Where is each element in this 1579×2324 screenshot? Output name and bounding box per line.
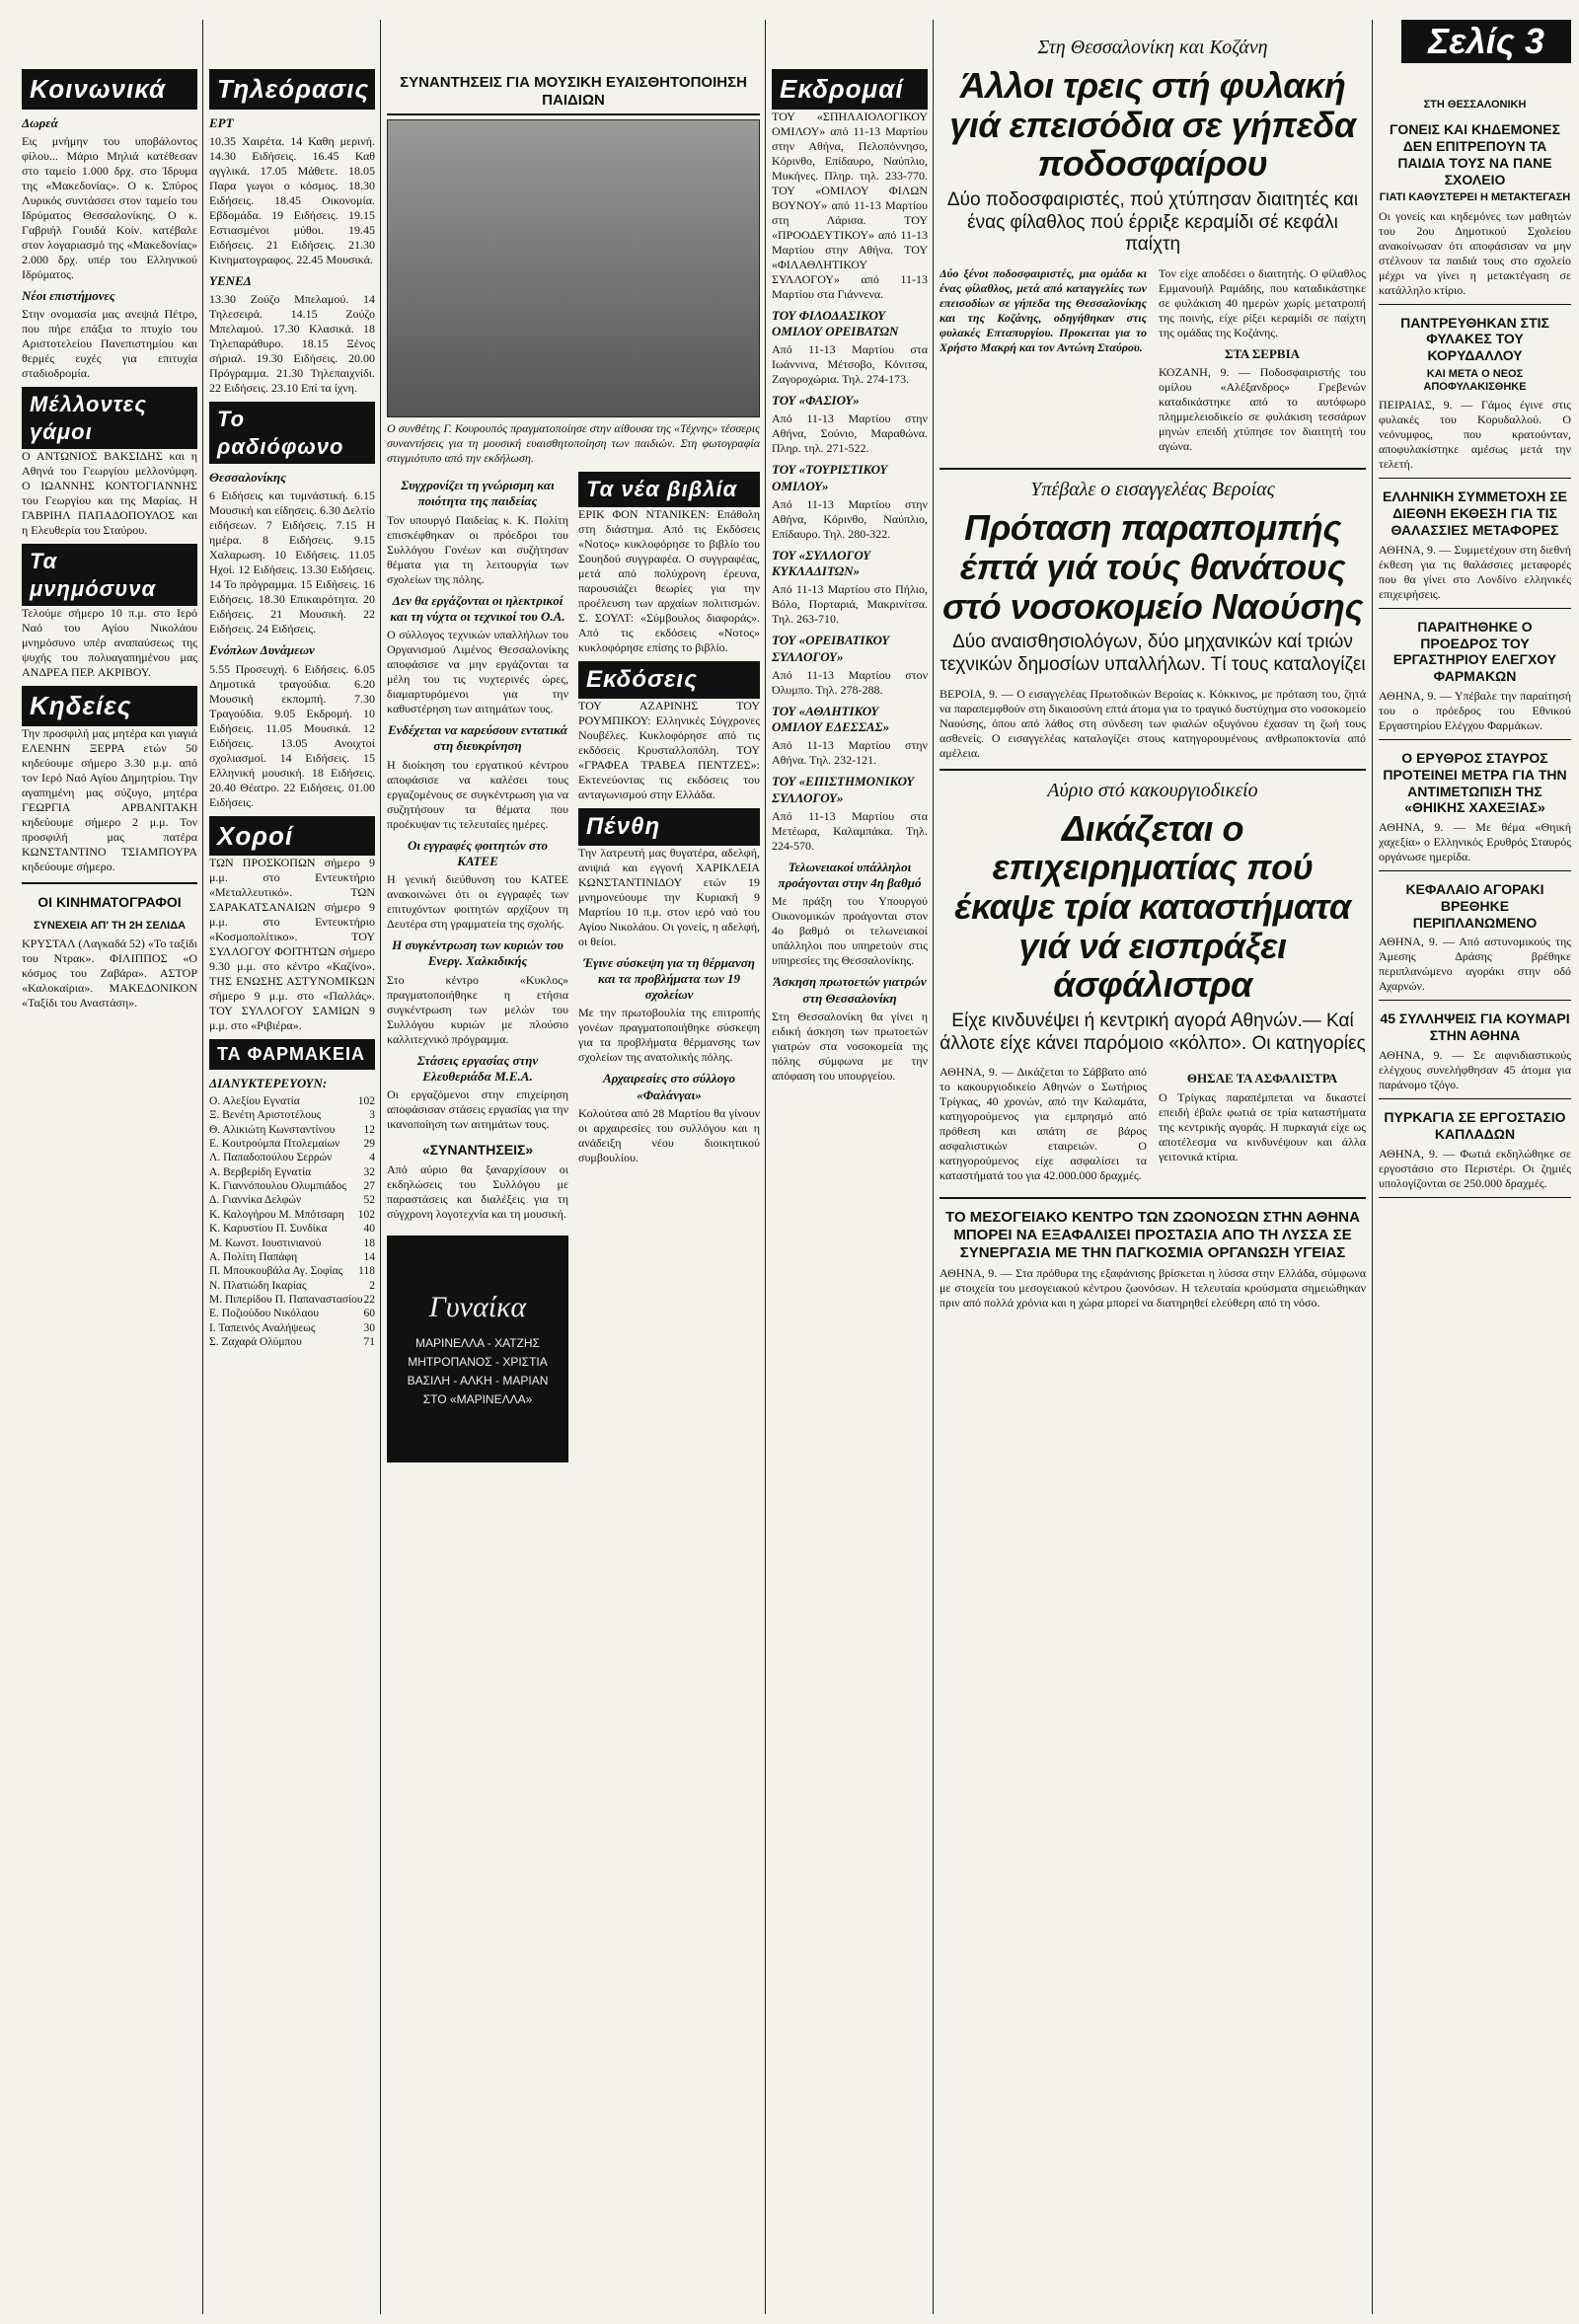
story1-right bbox=[1159, 266, 1366, 460]
pharmacy-number: 3 bbox=[369, 1109, 375, 1122]
col3-split bbox=[387, 472, 760, 1228]
section-ekdoseis-title: Εκδόσεις bbox=[578, 661, 760, 699]
pharmacy-item bbox=[209, 1293, 375, 1307]
brief-text: ΑΘΗΝΑ, 9. — Από αστυνομικούς της Άμεσης Δράσης βρέθηκε περιπλανώμενο αγοράκι στην οδό Αχαρνών. bbox=[1379, 935, 1571, 994]
column-2 bbox=[209, 69, 375, 2324]
divider bbox=[1379, 870, 1571, 871]
article-head: Έγινε σύσκεψη για τη θέρμανση και τα προβλήματα των 19 σχολείων bbox=[583, 954, 755, 1002]
ekdromai-text: ΤΟΥ «ΣΠΗΛΑΙΟΛΟΓΙΚΟΥ ΟΜΙΛΟΥ» από 11-13 Μαρτίου στην Αθήνα, Πελοπόννησο, Κόρινθο, Επίδαυρο, Ναύπλιο, Μυκήνες. Πληρ. τηλ. 233-770. ΤΟΥ «ΟΜΙΛΟΥ ΦΙΛΩΝ ΒΟΥΝΟΥ» από 11-13 Μαρτίου στη Λάρισα. ΤΟΥ «ΠΡΟΟΔΕΥΤΙΚΟΥ» από 11-13 Μαρτίου στην Αθήνα. ΤΟΥ «ΦΙΛΑΘΛΗΤΙΚΟΥ ΣΥΛΛΟΓΟΥ» από 11-13 Μαρτίου στα Γιάννενα. bbox=[772, 109, 928, 301]
section-pharmacies-title: ΤΑ ΦΑΡΜΑΚΕΙΑ bbox=[209, 1039, 375, 1070]
gamoi-text: Ο ΑΝΤΩΝΙΟΣ ΒΑΚΣΙΔΗΣ και η Αθηνά του Γεωργίου μελλονύμφη. Ο ΙΩΑΝΝΗΣ ΚΟΝΤΟΓΙΑΝΝΗΣ του Γεωργίου και της Μαρίας. Η ΓΑΒΡΙΗΛ ΠΑΠΑΔΟΠΟΥΛΟΣ και η Ελευθερία του Σταύρου. bbox=[22, 449, 197, 537]
section-penthi-title: Πένθη bbox=[578, 808, 760, 846]
ert-text: 10.35 Χαιρέτα. 14 Καθη μερινή. 14.30 Ειδήσεις. 16.45 Καθ αγγλικά. 17.05 Μάθετε. 18.05 Παρα γωγοι ο κόσμος. 18.30 Ειδήσεις. 18.45 Οικονομία. Εβδομάδα. 19 Ειδήσεις. 19.15 Εστιασμένοι μύθοι. 19.45 Ειδήσεις. 21 Ειδήσεις. 21.30 Κινηματογραφος. 22.45 Μουσικά. bbox=[209, 133, 375, 266]
telos-head: Τελωνειακοί υπάλληλοι προάγονται στην 4η βαθμό bbox=[778, 859, 922, 890]
yened-text: 13.30 Ζούζο Μπελαμού. 14 Τηλεσειρά. 14.15 Ζούζο Μπελαμού. 17.30 Κλασικά. 18 Τηλεπαράθυρο. 18.15 Ξένος σήριαλ. 19.30 Ειδήσεις. 20.00 Πρόγραμμα. 21.30 Τηλεπαιχνίδι. 22 Ειδήσεις. 23.10 Επί τα ίχνη. bbox=[209, 292, 375, 395]
article-head: Συγχρονίζει τη γνώρισμη και ποιότητα της παιδείας bbox=[401, 478, 555, 509]
excursion-text: Από 11-13 Μαρτίου στην Αθήνα, Σούνιο, Μαραθώνα. Πληρ. τηλ. 271-522. bbox=[772, 412, 928, 456]
article-head: Η συγκέντρωση των κυριών του Ενεργ. Χαλκιδικής bbox=[392, 937, 564, 969]
col7-items bbox=[1379, 121, 1571, 1197]
pharmacy-name: Κ. Καλογήρου Μ. Μπότσαρη bbox=[209, 1208, 344, 1221]
article-head: Οι εγγραφές φοιτητών στο ΚΑΤΕΕ bbox=[408, 837, 548, 868]
neoi-text: Στην ονομασία μας ανεψιά Πέτρο, που πήρε επάξια το πτυχίο του Αριστοτελείου Πανεπιστημίου και θερμές ευχές για επιτυχία σταδιοδρομία. bbox=[22, 307, 197, 380]
pharmacy-item bbox=[209, 1123, 375, 1137]
ad-line: ΜΑΡΙΝΕΛΛΑ - ΧΑΤΖΗΣ bbox=[415, 1335, 540, 1350]
story3-deck: Είχε κινδυνέψει ή κεντρική αγορά Αθηνών.— Καί άλλοτε είχε κάνει παρόμοιο «κόλπο». Οι κατηγορίες bbox=[940, 1010, 1366, 1054]
pharmacy-name: Λ. Παπαδοπούλου Σερρών bbox=[209, 1152, 333, 1164]
section-gamoi-title: Μέλλοντες γάμοι bbox=[22, 387, 197, 449]
story1-body-cols bbox=[940, 266, 1366, 460]
pharmacy-number: 27 bbox=[363, 1180, 375, 1192]
column-1 bbox=[22, 69, 197, 2324]
music-event-caption: Ο συνθέτης Γ. Κουρουπός πραγματοποίησε στην αίθουσα της «Τέχνης» τέσσερις συναντήσεις για τη μουσική ευαισθητοποίηση των παιδιών. Στη φωτογραφία στιγμιότυπο από την εκδήλωση. bbox=[387, 421, 760, 465]
story3-right bbox=[1159, 1065, 1366, 1189]
story3-body2: Ο Τρίγκας παραπέμπεται να δικαστεί επειδή έβαλε φωτιά σε τρία καταστήματα της κεντρικής αγοράς. Η πυρκαγιά είχε ως αποτέλεσμα να κινδυνέψουν και άλλα γειτονικά κτίρια. bbox=[1159, 1089, 1366, 1163]
brief-headline: ΕΛΛΗΝΙΚΗ ΣΥΜΜΕΤΟΧΗ ΣΕ ΔΙΕΘΝΗ ΕΚΘΕΣΗ ΓΙΑ ΤΙΣ ΘΑΛΑΣΣΙΕΣ ΜΕΤΑΦΟΡΕΣ bbox=[1383, 488, 1567, 538]
radio-thess-head: Θεσσαλονίκης bbox=[209, 470, 286, 485]
section-ekdromai-title: Εκδρομαί bbox=[772, 69, 928, 110]
divider bbox=[1379, 478, 1571, 479]
pharmacy-name: Κ. Καρυστίου Π. Συνδίκα bbox=[209, 1223, 328, 1236]
story2-body: ΒΕΡΟΙΑ, 9. — Ο εισαγγελέας Πρωτοδικών Βεροίας κ. Κόκκινος, με πρόταση του, ζητά να παραπεμφθούν στη δικαιοσύνη επτά άτομα για το τραγικό δυστύχημα στο νοσοκομείο Ναούσης, όπου από λάθος στη σύνδεση των φιαλών οξυγόνου έχασαν τη ζωή τους ασθενείς. Ο εισαγγελέας καταλογίζει στους κατηγορουμένους ανθρωποκτονία από αμέλεια. bbox=[940, 686, 1366, 760]
cinemas-title: ΟΙ ΚΙΝΗΜΑΤΟΓΡΑΦΟΙ bbox=[38, 893, 182, 910]
excursion-head: ΤΟΥ «ΦΑΣΙΟΥ» bbox=[772, 393, 860, 408]
column-rule bbox=[765, 20, 766, 2314]
pharmacy-item bbox=[209, 1179, 375, 1193]
divider bbox=[940, 769, 1366, 771]
pharmacy-name: Α. Πολίτη Παπάφη bbox=[209, 1250, 298, 1263]
pharmacy-number: 102 bbox=[357, 1094, 375, 1107]
brief-headline: 45 ΣΥΛΛΗΨΕΙΣ ΓΙΑ ΚΟΥΜΑΡΙ ΣΤΗΝ ΑΘΗΝΑ bbox=[1380, 1011, 1570, 1044]
excursion-head: ΤΟΥ «ΑΘΛΗΤΙΚΟΥ ΟΜΙΛΟΥ ΕΔΕΣΣΑΣ» bbox=[772, 703, 890, 734]
pharmacy-number: 102 bbox=[357, 1208, 375, 1221]
music-event-photo bbox=[387, 119, 760, 417]
brief-text: Οι γονείς και κηδεμόνες των μαθητών του 2ου Δημοτικού Σχολείου ανακοίνωσαν ότι αποφάσισαν να μην στέλνουν τα παιδιά τους στο σχολείο μέχρι να γίνει η μετακτέγαση σε κατάλληλο κτίριο. bbox=[1379, 208, 1571, 297]
article-text: Με την πρωτοβουλία της επιτροπής γονέων πραγματοποιήθηκε σύσκεψη για τα προβλήματα θέρμανσης των σχολείων της ανατολικής πόλης. bbox=[578, 1006, 760, 1065]
excursion-text: Από 11-13 Μαρτίου στα Μετέωρα, Καλαμπάκα. Τηλ. 224-570. bbox=[772, 808, 928, 853]
mnimosyna-text: Τελούμε σήμερο 10 π.μ. στο Ιερό Ναό του Αγίου Νικολάου μνημόσυνο υπέρ αναπαύσεως της ψυχής του πολυαγαπημένου μας ΑΝΔΡΕΑ ΠΕΡ. ΑΚΡΙΒΟΥ. bbox=[22, 606, 197, 679]
article-text: Η γενική διεύθυνση του ΚΑΤΕΕ ανακοινώνει ότι οι εγγραφές των επιτυχόντων φοιτητών αρχίζουν τη Δευτέρα στη γραμματεία της σχολής. bbox=[387, 872, 568, 931]
radio-athens-text: 5.55 Προσευχή. 6 Ειδήσεις. 6.05 Δημοτικά τραγούδια. 6.20 Μουσική εκπομπή. 7.30 Τραγούδια. 9.05 Εκδρομή. 10 Ειδήσεις. 11.05 Μουσικά. 12 Ειδήσεις. 13.05 Ανοιχτοί σχολιασμοί. 14 Ειδήσεις. 15 Ελληνική μουσική. 18 Ειδήσεις. 20.40 Θέατρο. 22 Ειδήσεις. 01.00 Ειδήσεις. bbox=[209, 661, 375, 809]
pharmacy-name: Ξ. Βενέτη Αριστοτέλους bbox=[209, 1109, 322, 1122]
dorea-text: Εις μνήμην του υποβάλοντος φίλου... Μάριο Μηλιά κατέθεσαν στο ταμείο 1.000 δρχ. στο Ίδρυμα της «Μακεδονίας». Ο κ. Σπύρος Λυρικός συντάσσει στον ταμείο του Ιδρύματος Θεσσαλονίκης. Ο κ. Γαβριήλ Γουιδά Κοίν. κατέβαλε στον λογαριασμό της «Μακεδονίας» 2.000 δρχ. υπέρ του Ελληνικού Ιδρύματος. bbox=[22, 133, 197, 281]
pharmacy-name: Κ. Γιαννόπουλου Ολυμπιάδος bbox=[209, 1180, 346, 1192]
ad-title: Γυναίκα bbox=[428, 1291, 527, 1324]
story1-kicker: Στη Θεσσαλονίκη και Κοζάνη bbox=[1037, 37, 1268, 58]
music-ad bbox=[387, 1236, 568, 1462]
brief-headline: ΠΑΝΤΡΕΥΘΗΚΑΝ ΣΤΙΣ ΦΥΛΑΚΕΣ ΤΟΥ ΚΟΡΥΔΑΛΛΟΥ bbox=[1400, 314, 1549, 364]
brief-subhead: ΓΙΑΤΙ ΚΑΘΥΣΤΕΡΕΙ Η ΜΕΤΑΚΤΕΓΑΣΗ bbox=[1379, 191, 1571, 204]
excursion-head: ΤΟΥ ΦΙΛΟΔΑΣΙΚΟΥ ΟΜΙΛΟΥ ΟΡΕΙΒΑΤΩΝ bbox=[772, 307, 899, 338]
brief-text: ΠΕΙΡΑΙΑΣ, 9. — Γάμος έγινε στις φυλακές του Κορυδαλλού. Ο νεόνυμφος, που κρατούνταν, αποφυλακίστηκε αμέσως μετά την τελετή. bbox=[1379, 398, 1571, 472]
pharmacy-name: Δ. Γιαννίκα Δελφών bbox=[209, 1194, 302, 1207]
pharmacy-item bbox=[209, 1237, 375, 1250]
column-rule bbox=[380, 20, 381, 2314]
pharmacy-name: Θ. Αλικιώτη Κωνσταντίνου bbox=[209, 1123, 336, 1136]
pharmacy-item bbox=[209, 1279, 375, 1293]
brief-text: ΑΘΗΝΑ, 9. — Με θέμα «Θηική χαχεξία» ο Ελληνικός Ερυθρός Σταυρός οργάνωσε ημερίδα. bbox=[1379, 820, 1571, 864]
story1-body: Τον είχε αποδέσει ο διαιτητής. Ο φίλαθλος Εμμανουήλ Ραμάδης, που καταδικάστηκε σε φυλάκιση 40 ημερών χωρίς μετατροπή της ποινής, είχε ρίξει κεραμίδι σε παίχτη της ομάδας της Κοζάνης. bbox=[1159, 266, 1366, 340]
pharmacy-number: 52 bbox=[363, 1194, 375, 1207]
vivlia-text: ΕΡΙΚ ΦΟΝ ΝΤΑΝΙΚΕΝ: Επάθολη στη διάστημα. Από τις Εκδόσεις «Νοτος» κυκλοφόρησε το βιβλίο του Σουηδού συγγραφέα. Ο συγγραφέας, μετά από πολύχρονη έρευνα, παρουσιάζει θεωρίες για την προέλευση των αρχαίων πολιτισμών. Σ. ΣΟΥΛΤ: «Σύμβουλος διαφοράς». Από τις εκδόσεις «Νοτος» κυκλοφόρησε επίσης το βιβλίο. bbox=[578, 506, 760, 654]
excursion-text: Από 11-13 Μαρτίου στην Αθήνα, Κόρινθο, Ναύπλιο, Επίδαυρο. Τηλ. 280-322. bbox=[772, 496, 928, 541]
story1-body2: ΚΟΖΑΝΗ, 9. — Ποδοσφαιριστής του ομίλου «Αλέξανδρος» Γρεβενών καταδικάστηκε από το αυτόφωρο πλημμελειοδικείο σε φυλάκιση τεσσάρων μηνών επειδή χτύπησε τον διαιτητή του αγώνα. bbox=[1159, 365, 1366, 454]
story4-headline: ΤΟ ΜΕΣΟΓΕΙΑΚΟ ΚΕΝΤΡΟ ΤΩΝ ΖΩΟΝΟΣΩΝ ΣΤΗΝ ΑΘΗΝΑ ΜΠΟΡΕΙ ΝΑ ΕΞΑΦΑΛΙΣΕΙ ΠΡΟΣΤΑΣΙΑ ΑΠΟ ΤΗ ΛΥΣΣΑ ΣΕ ΣΥΝΕΡΓΑΣΙΑ ΜΕ ΤΗΝ ΠΑΓΚΟΣΜΙΑ ΟΡΓΑΝΩΣΗ ΥΓΕΙΑΣ bbox=[945, 1209, 1360, 1262]
divider bbox=[1379, 304, 1571, 305]
pharmacy-number: 60 bbox=[363, 1308, 375, 1320]
pharmacy-item bbox=[209, 1250, 375, 1264]
ad-line: ΜΗΤΡΟΠΑΝΟΣ - ΧΡΙΣΤΙΑ bbox=[408, 1354, 548, 1369]
article-text: Η διοίκηση του εργατικού κέντρου αποφάσισε να καλέσει τους εργαζομένους σε συγκέντρωση για να συζητήσουν τα θέματα που προέκυψαν τις τελευταίες ημέρες. bbox=[387, 757, 568, 831]
music-event-title: ΣΥΝΑΝΤΗΣΕΙΣ ΓΙΑ ΜΟΥΣΙΚΗ ΕΥΑΙΣΘΗΤΟΠΟΙΗΣΗ ΠΑΙΔΙΩΝ bbox=[387, 74, 760, 115]
brief-headline: ΓΟΝΕΙΣ ΚΑΙ ΚΗΔΕΜΟΝΕΣ ΔΕΝ ΕΠΙΤΡΕΠΟΥΝ ΤΑ ΠΑΙΔΙΑ ΤΟΥΣ ΝΑ ΠΑΝΕ ΣΧΟΛΕΙΟ bbox=[1390, 121, 1560, 187]
kideies-text: Την προσφιλή μας μητέρα και γιαγιά ΕΛΕΝΗΝ ΞΕΡΡΑ ετών 50 κηδεύουμε σήμερο 3.30 μ.μ. από τον Ιερό Ναό Αγίου Δημητρίου. Την αγαπημένη μας σύζυγο, μητέρα ΓΕΩΡΓΙΑ ΑΡΒΑΝΙΤΑΚΗ κηδεύουμε σήμερο 2 μ.μ. Τον προσφιλή μας πατέρα ΚΩΝΣΤΑΝΤΙΝΟ ΤΣΙΑΜΠΟΥΡΑ κηδεύουμε σήμερο. bbox=[22, 725, 197, 873]
article-text: Κολούτσα από 28 Μαρτίου θα γίνουν οι αρχαιρεσίες του συλλόγου και η ανάδειξη νέου διοικητικού συμβουλίου. bbox=[578, 1105, 760, 1164]
cinemas-subtitle: ΣΥΝΕΧΕΙΑ ΑΠ' ΤΗ 2Η ΣΕΛΙΔΑ bbox=[33, 920, 187, 933]
yened-head: ΥΕΝΕΔ bbox=[209, 272, 252, 288]
pharmacy-name: Σ. Ζαχαρά Ολύμπου bbox=[209, 1336, 302, 1349]
column-main-stories bbox=[940, 30, 1366, 2324]
pharmacy-name: Ε. Ποζιούδου Νικόλαου bbox=[209, 1308, 319, 1320]
pharmacy-item bbox=[209, 1151, 375, 1164]
pharmacy-item bbox=[209, 1208, 375, 1222]
brief-text: ΑΘΗΝΑ, 9. — Συμμετέχουν στη διεθνή έκθεση για τις θαλάσσιες μεταφορές που θα γίνει στο Λονδίνο ελληνικές επιχειρήσεις. bbox=[1379, 542, 1571, 601]
divider bbox=[1379, 1197, 1571, 1198]
pharmacy-number: 22 bbox=[363, 1294, 375, 1306]
ert-head: ΕΡΤ bbox=[209, 114, 234, 130]
pharmacy-number: 12 bbox=[363, 1123, 375, 1136]
pharmacy-item bbox=[209, 1193, 375, 1207]
article-head: Στάσεις εργασίας στην Ελευθεριάδα Μ.Ε.Α. bbox=[416, 1052, 539, 1084]
column-rule bbox=[202, 20, 203, 2314]
story3-subhead: ΘΗΣΑΕ ΤΑ ΑΣΦΑΛΙΣΤΡΑ bbox=[1186, 1071, 1338, 1087]
pharmacy-item bbox=[209, 1335, 375, 1349]
pharmacy-number: 71 bbox=[363, 1336, 375, 1349]
article-head: Αρχαιρεσίες στο σύλλογο «Φαλάνγαι» bbox=[602, 1071, 736, 1102]
section-koinonika-title: Κοινωνικά bbox=[22, 69, 197, 110]
cinemas-text: ΚΡΥΣΤΑΛ (Λαγκαδά 52) «Το ταξίδι του Ντρακ». ΦΙΛΙΠΠΟΣ «Ο κόσμος του Ζαβάρα». ΑΣΤΟΡ «Καλοκαίρια». ΜΑΚΕΔΟΝΙΚΟΝ «Ταξίδι του Αναστάση». bbox=[22, 937, 197, 1011]
dorea-head: Δωρεά bbox=[22, 114, 58, 130]
ad-line: ΒΑΣΙΛΗ - ΑΛΚΗ - ΜΑΡΙΑΝ bbox=[407, 1373, 549, 1387]
telos-text: Με πράξη του Υπουργού Οικονομικών προάγονται στον 4ο βαθμό οι τελωνειακοί υπάλληλοι που υπηρετούν στις υπηρεσίες της Θεσσαλονίκης. bbox=[772, 894, 928, 968]
pharmacy-name: Μ. Κωνστ. Ιουστινιανού bbox=[209, 1237, 322, 1249]
pharmacy-number: 18 bbox=[363, 1237, 375, 1249]
section-tv-title: Τηλεόρασις bbox=[209, 69, 375, 110]
story2-deck: Δύο αναισθησιολόγων, δύο μηχανικών καί τριών τεχνικών δημοσίων υπαλλήλων. Τί τους καταλογίζει bbox=[940, 632, 1366, 675]
article-head: Δεν θα εργάζονται οι ηλεκτρικοί και τη νύχτα οι τεχνικοί του Ο.Α. bbox=[390, 592, 565, 624]
article-text: Οι εργαζόμενοι στην επιχείρηση αποφάσισαν στάσεις εργασίας για την ικανοποίηση των αιτημάτων τους. bbox=[387, 1087, 568, 1131]
xoroi-text: ΤΩΝ ΠΡΟΣΚΟΠΩΝ σήμερο 9 μ.μ. στο Εντευκτήριο «Μεταλλευτικό». ΤΩΝ ΣΑΡΑΚΑΤΣΑΝΑΙΩΝ σήμερο 9 μ.μ. στο Εντευκτήριο «Κοσμοπολίτικο». ΤΟΥ ΣΥΛΛΟΓΟΥ ΦΟΙΤΗΤΩΝ σήμερο 9.30 μ.μ. στο κέντρο «Καζίνο». ΤΗΣ ΕΝΩΣΗΣ ΑΣΤΥΝΟΜΙΚΩΝ σήμερο 9 μ.μ. στο «Παλλάς». ΤΟΥ ΣΥΛΛΟΓΟΥ ΣΑΜΙΩΝ 9 μ.μ. στο «Ριβιέρα». bbox=[209, 856, 375, 1032]
story2-kicker: Υπέβαλε ο εισαγγελέας Βεροίας bbox=[1030, 479, 1275, 501]
article-text: Ο σύλλογος τεχνικών υπαλλήλων του Οργανισμού Λιμένος Θεσσαλονίκης αποφάσισε να μην εργάζονται τα μέλη του τις νυχτερινές ώρες, διαμαρτυρόμενοι για την καθυστέρηση των αιτημάτων τους. bbox=[387, 628, 568, 715]
pharmacy-item bbox=[209, 1165, 375, 1179]
column-4 bbox=[772, 69, 928, 2324]
story2-headline: Πρόταση παραπομπής έπτά γιά τούς θανάτους στό νοσοκομείο Ναούσης bbox=[941, 507, 1364, 627]
askisi-text: Στη Θεσσαλονίκη θα γίνει η ειδική άσκηση των πρωτοετών γιατρών στα νοσοκομεία της πόλης σύμφωνα με την απόφαση του υπουργείου. bbox=[772, 1009, 928, 1083]
pharmacy-number: 4 bbox=[369, 1152, 375, 1164]
brief-headline: Ο ΕΡΥΘΡΟΣ ΣΤΑΥΡΟΣ ΠΡΟΤΕΙΝΕΙ ΜΕΤΡΑ ΓΙΑ ΤΗΝ ΑΝΤΙΜΕΤΩΠΙΣΗ ΤΗΣ «ΘΗΙΚΗΣ ΧΑΧΕΞΙΑΣ» bbox=[1383, 749, 1567, 816]
section-xoroi-title: Χοροί bbox=[209, 816, 375, 857]
divider bbox=[1379, 608, 1571, 609]
section-mnimosyna-title: Τα μνημόσυνα bbox=[22, 544, 197, 606]
pharmacies-intro: ΔΙΑΝΥΚΤΕΡΕΥΟΥΝ: bbox=[209, 1075, 328, 1090]
askisi-head: Άσκηση πρωτοετών γιατρών στη Θεσσαλονίκη bbox=[773, 974, 927, 1006]
pharmacy-number: 40 bbox=[363, 1223, 375, 1236]
excursion-text: Από 11-13 Μαρτίου στα Ιωάννινα, Μέτσοβο, Κόνιτσα, Ζαγοροχώρια. Τηλ. 274-173. bbox=[772, 342, 928, 386]
excursion-head: ΤΟΥ «ΣΥΛΛΟΓΟΥ ΚΥΚΛΑΔΙΤΩΝ» bbox=[772, 547, 871, 578]
divider bbox=[1379, 1098, 1571, 1099]
pharmacy-item bbox=[209, 1137, 375, 1151]
excursion-text: Από 11-13 Μαρτίου στον Όλυμπο. Τηλ. 278-288. bbox=[772, 667, 928, 697]
story3-body-cols bbox=[940, 1065, 1366, 1189]
column-rule bbox=[933, 20, 934, 2314]
brief-subhead: ΚΑΙ ΜΕΤΑ Ο ΝΕΟΣ ΑΠΟΦΥΛΑΚΙΣΘΗΚΕ bbox=[1423, 367, 1527, 394]
section-kideies-title: Κηδείες bbox=[22, 686, 197, 726]
pharmacy-item bbox=[209, 1321, 375, 1335]
section-radio-title: Το ραδιόφωνο bbox=[209, 402, 375, 464]
neoi-title: Νέοι επιστήμονες bbox=[22, 287, 115, 303]
story1-headline: Άλλοι τρεις στή φυλακή γιά επεισόδια σε γήπεδα ποδοσφαίρου bbox=[949, 65, 1356, 185]
radio-athens-head: Ενόπλων Δυνάμεων bbox=[209, 642, 315, 658]
pharmacy-name: Π. Μπουκουβάλα Αγ. Σοφίας bbox=[209, 1265, 343, 1278]
pharmacy-item bbox=[209, 1094, 375, 1108]
pharmacy-name: Ι. Ταπεινός Αναλήψεως bbox=[209, 1321, 316, 1334]
pharmacy-number: 30 bbox=[363, 1321, 375, 1334]
brief-headline: ΠΥΡΚΑΓΙΑ ΣΕ ΕΡΓΟΣΤΑΣΙΟ ΚΑΠΛΑΔΩΝ bbox=[1384, 1109, 1566, 1142]
pharmacy-number: 118 bbox=[358, 1265, 375, 1278]
col7-kicker: ΣΤΗ ΘΕΣΣΑΛΟΝΙΚΗ bbox=[1423, 99, 1527, 111]
excursion-head: ΤΟΥ «ΕΠΙΣΤΗΜΟΝΙΚΟΥ ΣΥΛΛΟΓΟΥ» bbox=[772, 774, 915, 805]
pharmacy-name: Ο. Αλεξίου Εγνατία bbox=[209, 1094, 300, 1107]
pharmacy-number: 14 bbox=[363, 1250, 375, 1263]
story3-headline: Δικάζεται ο επιχειρηματίας πού έκαψε τρία καταστήματα γιά νά εισπράξει άσφάλιστρα bbox=[954, 807, 1351, 1006]
brief-text: ΑΘΗΝΑ, 9. — Σε αιφνιδιαστικούς ελέγχους συνελήφθησαν 45 άτομα για παράνομο τζόγο. bbox=[1379, 1048, 1571, 1092]
ad-line: ΣΤΟ «ΜΑΡΙΝΕΛΛΑ» bbox=[422, 1391, 533, 1406]
column-7 bbox=[1379, 69, 1571, 2324]
story4-body: ΑΘΗΝΑ, 9. — Στα πρόθυρα της εξαφάνισης βρίσκεται η λύσσα στην Ελλάδα, σύμφωνα με στοιχεία του μεσογειακού κέντρου ζωονόσων. Η τελευταία κρούσματα σημειώθηκαν πριν από πολλά χρόνια και η χώρα μπορεί να διατηρηθεί ελεύθερη από τη νόσο. bbox=[940, 1266, 1366, 1311]
pharmacy-item bbox=[209, 1264, 375, 1278]
story1-lede: Δύο ξένοι ποδοσφαιριστές, μια ομάδα κι ένας φίλαθλος, μετά από καταγγελίες των επεισοδίων σε γήπεδα της Θεσσαλονίκης και της Κοζάνης, οδηγήθηκαν στις φυλακές Επταπυργίου. Προκειται για το Χρήστο Μακρή και τον Αντώνη Σταύρου. bbox=[940, 266, 1147, 355]
pharmacy-name: Μ. Πιπερίδου Π. Παπαναστασίου bbox=[209, 1294, 363, 1306]
pharmacy-item bbox=[209, 1108, 375, 1122]
story1-dateline: ΣΤΑ ΣΕΡΒΙΑ bbox=[1224, 346, 1301, 362]
pharmacy-number: 29 bbox=[363, 1137, 375, 1150]
article-text: Τον υπουργό Παιδείας κ. Κ. Πολίτη επισκέφθηκαν οι πρόεδροι του Συλλόγου Γονέων και συζήτησαν θέματα για τη λειτουργία των σχολείων της πόλης. bbox=[387, 512, 568, 586]
article-text: Στο κέντρο «Κυκλος» πραγματοποιήθηκε η ετήσια συγκέντρωση των μελών του Συλλόγου κυριών με πλούσιο καλλιτεχνικό πρόγραμμα. bbox=[387, 972, 568, 1046]
excursion-head: ΤΟΥ «ΤΟΥΡΙΣΤΙΚΟΥ ΟΜΙΛΟΥ» bbox=[772, 462, 888, 493]
radio-thess-text: 6 Ειδήσεις και τυμνάστική. 6.15 Μουσική και είδησεις. 6.30 Δελτίο ειδήσεων. 7 Ειδήσεις. 7.15 Η ημέρα. 8 Ειδήσεις. 9.15 Χαλαρωση. 10 Ειδήσεις. 11.05 Ηχοί. 12 Ειδήσεις. 13.30 Ειδήσεις. 14 Το πρόγραμμα. 15 Ειδήσεις. 16 Ειδήσεις. 18.30 Επικαιρότητα. 20 Ειδήσεις. 21 Μουσική. 22 Ειδήσεις. 24 Ειδήσεις. bbox=[209, 488, 375, 637]
brief-headline: ΚΕΦΑΛΑΙΟ ΑΓΟΡΑΚΙ ΒΡΕΘΗΚΕ ΠΕΡΙΠΛΑΝΩΜΕΝΟ bbox=[1405, 881, 1544, 931]
section-vivlia-title: Τα νέα βιβλία bbox=[578, 472, 760, 507]
excursion-head: ΤΟΥ «ΟΡΕΙΒΑΤΙΚΟΥ ΣΥΛΛΟΓΟΥ» bbox=[772, 633, 890, 664]
brief-text: ΑΘΗΝΑ, 9. — Υπέβαλε την παραίτησή του ο πρόεδρος του Εθνικού Εργαστηρίου Ελέγχου Φαρμάκων. bbox=[1379, 688, 1571, 732]
sunantiseis-title: «ΣΥΝΑΝΤΗΣΕΙΣ» bbox=[421, 1142, 534, 1158]
pharmacy-item bbox=[209, 1222, 375, 1236]
pharmacy-number: 32 bbox=[363, 1165, 375, 1178]
col3-right bbox=[578, 472, 760, 1228]
brief-headline: ΠΑΡΑΙΤΗΘΗΚΕ Ο ΠΡΟΕΔΡΟΣ ΤΟΥ ΕΡΓΑΣΤΗΡΙΟΥ ΕΛΕΓΧΟΥ ΦΑΡΜΑΚΩΝ bbox=[1392, 618, 1557, 685]
pharmacy-name: Ν. Πλατιώδη Ικαρίας bbox=[209, 1279, 307, 1292]
story3-body: ΑΘΗΝΑ, 9. — Δικάζεται το Σάββατο από το κακουργιοδικείο Αθηνών ο Σωτήριος Τρίγκας, 40 χρονών, από την Καλαμάτα, κατηγορούμενος για εμπρησμό από πρόθεση και απάτη σε βάρος ασφαλιστικών εταιρειών. Ο κατηγορούμενος είχε ασφαλίσει τα καταστήματά του για 42.000.000 δραχμές. bbox=[940, 1065, 1147, 1183]
ekdoseis-text: ΤΟΥ ΑΖΑΡΙΝΗΣ ΤΟΥ ΡΟΥΜΠΙΚΟΥ: Ελληνικές Σύγχρονες Νουβέλες. Κυκλοφόρησε από τις εκδόσεις Κρυσταλλοπόλη. ΤΟΥ «ΓΡΑΦΕΑ ΤΡΑΒΕΑ ΠΕΝΤΖΕΣ»: Εκτενεύοντας τις εκδόσεις του ανταγωνισμού στην Ελλάδα. bbox=[578, 698, 760, 801]
excursion-text: Από 11-13 Μαρτίου στην Αθήνα. Τηλ. 232-121. bbox=[772, 738, 928, 768]
column-rule bbox=[1372, 20, 1373, 2314]
story3-kicker: Αύριο στό κακουργιοδικείο bbox=[1047, 779, 1258, 801]
pharmacy-number: 2 bbox=[369, 1279, 375, 1292]
divider bbox=[1379, 739, 1571, 740]
column-3 bbox=[387, 74, 760, 2324]
article-head: Ενδέχεται να καρεύσουν εντατικά στη διευκρίνηση bbox=[388, 722, 567, 754]
divider bbox=[22, 882, 197, 884]
pharmacy-item bbox=[209, 1307, 375, 1320]
pharmacy-name: Α. Βερβερίδη Εγνατία bbox=[209, 1165, 312, 1178]
sunantiseis-text: Από αύριο θα ξαναρχίσουν οι εκδηλώσεις του Συλλόγου με παραστάσεις και διαλέξεις για τη σύγχρονη λογοτεχνία και τη μουσική. bbox=[387, 1162, 568, 1221]
divider bbox=[1379, 1000, 1571, 1001]
pharmacy-name: Ε. Κουτρούμπα Πτολεμαίων bbox=[209, 1137, 340, 1150]
divider bbox=[940, 468, 1366, 470]
brief-text: ΑΘΗΝΑ, 9. — Φωτιά εκδηλώθηκε σε εργοστάσιο στο Περιστέρι. Οι ζημιές υπολογίζονται σε 250.000 δραχμές. bbox=[1379, 1146, 1571, 1190]
col3-left bbox=[387, 472, 568, 1228]
penthi-text: Την λατρευτή μας θυγατέρα, αδελφή, ανιψιά και εγγονή ΧΑΡΙΚΛΕΙΑ ΚΩΝΣΤΑΝΤΙΝΙΔΟΥ ετών 19 μνημονεύουμε την Κυριακή 9 Μαρτίου 10 π.μ. στον ιερό ναό του Αγίου Νικολάου. Οι γονείς, η αδελφή, οι θείοι. bbox=[578, 845, 760, 948]
story1-deck: Δύο ποδοσφαιριστές, πού χτύπησαν διαιτητές και ένας φίλαθλος πού έρριξε κεραμίδι σέ κεφάλι παίχτη bbox=[946, 188, 1359, 256]
pharmacy-list bbox=[209, 1094, 375, 1350]
page-number-badge: Σελίς 3 bbox=[1401, 20, 1571, 63]
divider bbox=[940, 1197, 1366, 1199]
excursion-text: Από 11-13 Μαρτίου στο Πήλιο, Βόλο, Πορταριά, Μακρινίτσα. Τηλ. 263-710. bbox=[772, 582, 928, 627]
